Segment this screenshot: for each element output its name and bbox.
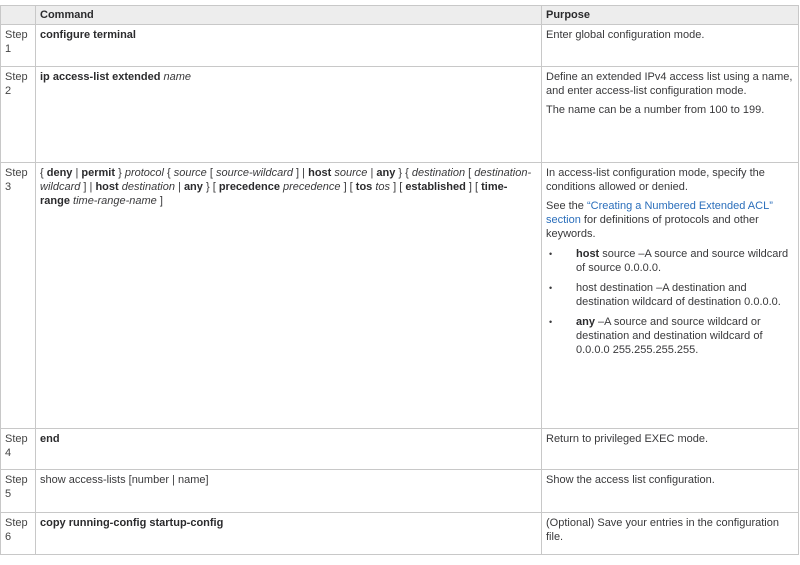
purpose-text [546, 199, 794, 241]
syntax-arg-protocol: protocol [124, 167, 164, 179]
syntax-keyword-tos: tos [355, 181, 373, 193]
syntax-arg-tos: tos [372, 181, 391, 193]
procedure-table [0, 5, 799, 555]
syntax-keyword-established: established [405, 181, 466, 193]
syntax-bracket: } [ [202, 181, 219, 193]
command-cell [36, 429, 542, 470]
command-text: configure terminal [40, 29, 136, 41]
syntax-pipe: | [174, 181, 184, 193]
bullet-text: –A source and source wildcard or destination and destination wildcard of 0.0.0.0 255.255.255.255. [576, 316, 763, 356]
purpose-text: (Optional) Save your entries in the configuration file. [546, 517, 779, 543]
purpose-cell [542, 429, 799, 470]
bullet-text: source –A source and source wildcard of source 0.0.0.0. [576, 248, 789, 274]
command-text: copy running-config startup-config [40, 517, 224, 529]
purpose-text-fragment: for definitions of protocols and other keywords. [546, 214, 759, 240]
syntax-keyword-any: any [183, 181, 203, 193]
syntax-keyword-any: any [376, 167, 396, 179]
table-row [1, 470, 799, 513]
step-label: Step 5 [1, 470, 36, 513]
step-label: Step 6 [1, 513, 36, 555]
syntax-bracket: ] [ [465, 181, 482, 193]
bullet-keyword: any [576, 316, 595, 328]
command-cell [36, 513, 542, 555]
syntax-arg-destination: destination [411, 167, 466, 179]
header-row [1, 6, 799, 25]
syntax-keyword-permit: permit [81, 167, 116, 179]
step-label: Step 3 [1, 163, 36, 429]
command-argument: name [163, 71, 192, 83]
syntax-bracket: ] [ [390, 181, 406, 193]
syntax-brace: } { [395, 167, 412, 179]
syntax-arg-source: source [173, 167, 207, 179]
header-command: Command [36, 6, 542, 25]
list-item [576, 247, 794, 275]
syntax-pipe: | [72, 167, 82, 179]
syntax-keyword-time-range: time-range [40, 181, 508, 207]
purpose-text: In access-list configuration mode, specify the conditions allowed or denied. [546, 167, 765, 193]
syntax-brace: { [40, 167, 47, 179]
purpose-cell [542, 470, 799, 513]
syntax-brace: { [163, 167, 174, 179]
syntax-keyword-host: host [95, 181, 119, 193]
command-text: ip access-list extended [40, 71, 161, 83]
keyword-bullet-list [546, 247, 794, 357]
syntax-brace: } [115, 167, 125, 179]
syntax-keyword-host: host [308, 167, 332, 179]
header-step [1, 6, 36, 25]
syntax-bracket: [ [206, 167, 216, 179]
command-cell [36, 470, 542, 513]
list-item [576, 315, 794, 357]
syntax-arg-destination: destination [118, 181, 175, 193]
table-row [1, 429, 799, 470]
command-cell [36, 25, 542, 67]
purpose-text: Define an extended IPv4 access list using a name, and enter access-list configuration mode. [546, 71, 793, 97]
acl-section-link[interactable]: “Creating a Numbered Extended ACL” section [546, 200, 773, 226]
purpose-text: The name can be a number from 100 to 199. [546, 104, 765, 116]
purpose-cell [542, 67, 799, 163]
purpose-cell [542, 25, 799, 67]
syntax-keyword-precedence: precedence [218, 181, 280, 193]
step-label: Step 2 [1, 67, 36, 163]
syntax-arg-source: source [331, 167, 368, 179]
bullet-text: host destination –A destination and destination wildcard of destination 0.0.0.0. [576, 282, 781, 308]
syntax-arg-destination-wildcard: destination-wildcard [40, 167, 532, 193]
syntax-arg-source-wildcard: source-wildcard [215, 167, 293, 179]
table-row [1, 25, 799, 67]
table-row [1, 67, 799, 163]
purpose-cell [542, 163, 799, 429]
purpose-text-fragment: See the [546, 200, 587, 212]
command-syntax-cell [36, 163, 542, 429]
syntax-bracket: ] [ [340, 181, 356, 193]
syntax-arg-precedence: precedence [279, 181, 341, 193]
step-label: Step 1 [1, 25, 36, 67]
syntax-bracket: ] [156, 195, 163, 207]
purpose-text: Enter global configuration mode. [546, 29, 705, 41]
table-row [1, 513, 799, 555]
syntax-keyword-deny: deny [46, 167, 73, 179]
syntax-bracket: ] | [293, 167, 309, 179]
table-row [1, 163, 799, 429]
list-item [576, 281, 794, 309]
syntax-bracket: ] | [80, 181, 96, 193]
purpose-cell [542, 513, 799, 555]
command-cell [36, 67, 542, 163]
purpose-text: Show the access list configuration. [546, 474, 715, 486]
command-text: show access-lists [number | name] [40, 474, 209, 486]
syntax-arg-time-range-name: time-range-name [69, 195, 157, 207]
step-label: Step 4 [1, 429, 36, 470]
command-text: end [40, 433, 60, 445]
syntax-bracket: [ [465, 167, 475, 179]
purpose-text: Return to privileged EXEC mode. [546, 433, 709, 445]
header-purpose: Purpose [542, 6, 799, 25]
bullet-keyword: host [576, 248, 600, 260]
syntax-pipe: | [367, 167, 377, 179]
